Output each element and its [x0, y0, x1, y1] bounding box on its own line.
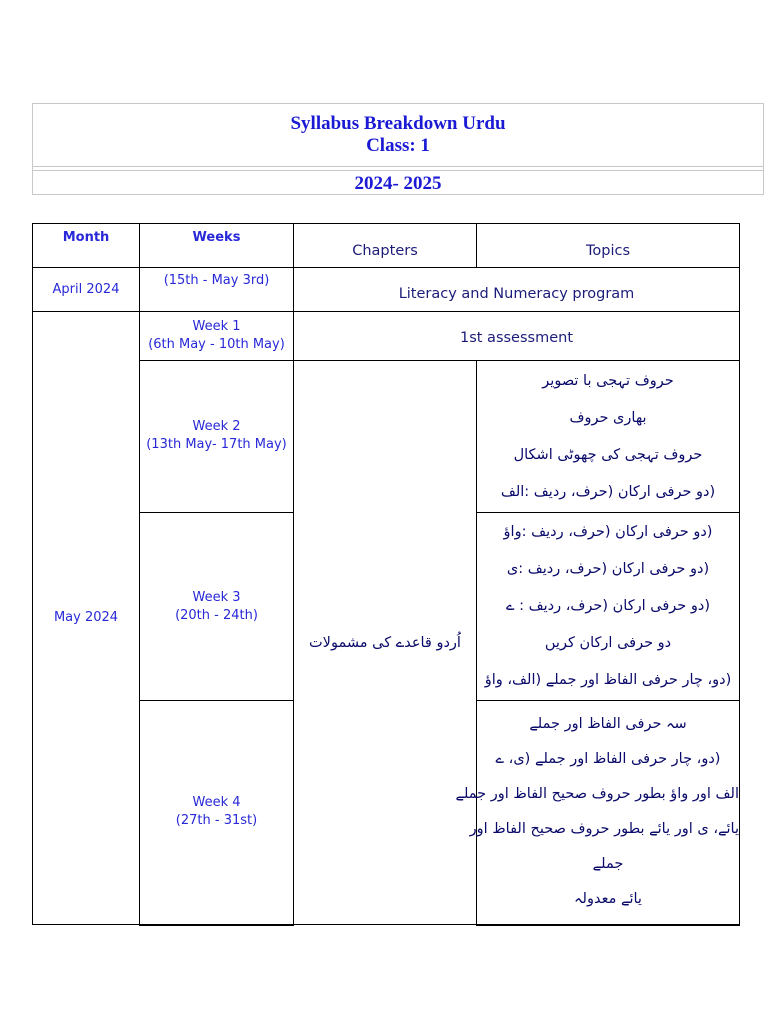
- week4-cell: [140, 701, 294, 925]
- header-chapters: Chapters: [294, 224, 477, 268]
- april-month: April 2024: [33, 268, 140, 312]
- class-label: Class: 1: [366, 135, 430, 156]
- list-item: یائے معدولہ: [574, 891, 642, 908]
- week3-topics: [477, 513, 740, 701]
- syllabus-table: [32, 223, 740, 926]
- list-item: (دو، چار حرفی الفاظ اور جملے (الف، واؤ: [484, 672, 732, 688]
- list-item: بھاری حروف: [569, 409, 647, 426]
- table-row-week1: [33, 312, 740, 361]
- april-weeks: (15th - May 3rd): [140, 268, 294, 312]
- header-topics: Topics: [477, 224, 740, 268]
- header-weeks: Weeks: [140, 224, 294, 268]
- list-item: الف اور واؤ بطور حروف صحیح الفاظ اور جملے: [455, 786, 739, 803]
- may-chapter: اُردو قاعدے کی مشمولات: [294, 361, 477, 925]
- list-item: (دو حرفی ارکان (حرف، ردیف :واؤ: [503, 524, 713, 540]
- document-title: Syllabus Breakdown Urdu: [290, 113, 506, 134]
- april-program: Literacy and Numeracy program: [294, 268, 740, 312]
- academic-year: 2024- 2025: [354, 172, 442, 194]
- week2-cell: [140, 361, 294, 513]
- list-item: حروف تہجی با تصویر: [542, 372, 674, 389]
- week2-dates: (13th May- 17th May): [146, 437, 287, 452]
- list-item: (دو حرفی ارکان (حرف، ردیف :الف: [500, 483, 716, 500]
- header-month: Month: [33, 224, 140, 268]
- list-item: یائے، ی اور یائے بطور حروف صحیح الفاظ اور: [469, 821, 739, 838]
- week4-topics: [455, 701, 740, 925]
- week1-label: Week 1: [192, 319, 241, 334]
- list-item: دو حرفی ارکان کریں: [544, 635, 672, 651]
- table-row-april: [33, 268, 740, 312]
- week4-dates: (27th - 31st): [175, 813, 258, 829]
- week3-cell: [140, 513, 294, 701]
- header-year-row: [33, 170, 763, 196]
- week2-label: Week 2: [192, 419, 241, 434]
- list-item: حروف تہجی کی چھوٹی اشکال: [513, 446, 703, 463]
- list-item: جملے: [592, 856, 624, 873]
- week2-topics: [477, 361, 740, 513]
- week1-assessment: 1st assessment: [294, 312, 740, 361]
- week4-label: Week 4: [192, 795, 241, 811]
- table-row-week2: [33, 361, 740, 513]
- list-item: (دو حرفی ارکان (حرف، ردیف :ی: [506, 561, 710, 577]
- week3-dates: (20th - 24th): [175, 607, 258, 623]
- week1-dates: (6th May - 10th May): [148, 337, 285, 352]
- list-item: (دو، چار حرفی الفاظ اور جملے (ی، ے: [495, 751, 721, 768]
- header-title-row: [33, 104, 763, 167]
- may-month: May 2024: [33, 312, 140, 925]
- header-box: [32, 103, 764, 195]
- table-header-row: [33, 224, 740, 268]
- list-item: (دو حرفی ارکان (حرف، ردیف : ے: [506, 598, 710, 614]
- list-item: سہ حرفی الفاظ اور جملے: [529, 716, 687, 733]
- week3-label: Week 3: [192, 589, 241, 605]
- week1-cell: [140, 312, 294, 361]
